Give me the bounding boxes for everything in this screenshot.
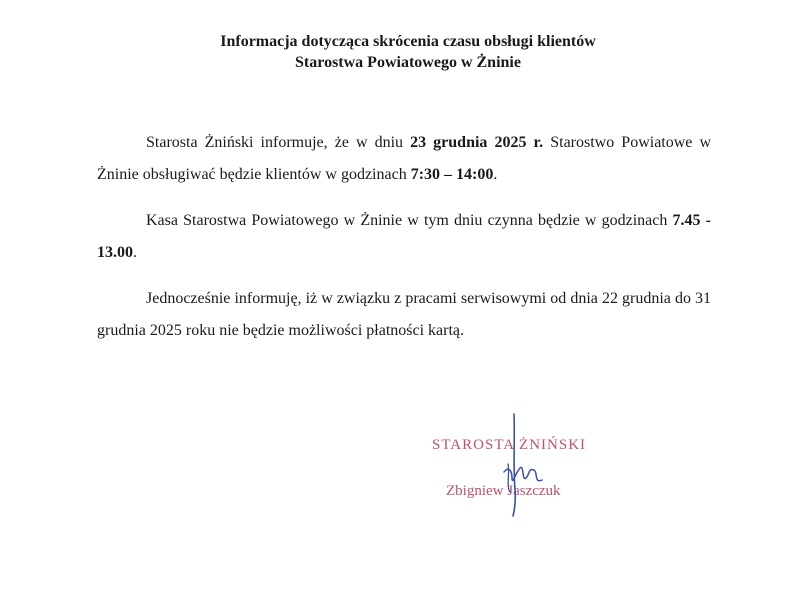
document-title [0,31,800,73]
p1-hours: 7:30 – 14:00 [410,166,494,183]
p1-text-1: Starosta Żniński informuje, że w dniu [146,134,411,151]
title-line-2: Starostwa Powiatowego w Żninie [295,54,521,71]
p1-date: 23 grudnia 2025 r. [410,134,544,151]
p2-text-1: Kasa Starostwa Powiatowego w Żninie w tym dniu czynna będzie w godzinach [146,212,673,229]
p2-hours: 7.45 - 13.00 [97,212,712,261]
p1-text-3: . [493,166,498,183]
paragraph-service-hours [97,127,711,191]
title-line-1: Informacja dotycząca skrócenia czasu obsługi klientów [220,33,596,50]
paragraph-cashier-hours [97,205,711,269]
p1-text-2: Starostwo Powiatowe w Żninie obsługiwać będzie klientów w godzinach [97,134,712,183]
paragraph-card-payment: Jednocześnie informuję, iż w związku z pracami serwisowymi od dnia 22 grudnia do 31 grudnia 2025 roku nie będzie możliwości płatności kartą. [97,290,711,339]
handwritten-signature [498,412,558,522]
stamp-office: STAROSTA ŻNIŃSKI [432,437,587,453]
p2-text-2: . [133,244,137,261]
stamp-name: Zbigniew Jaszczuk [446,483,561,499]
